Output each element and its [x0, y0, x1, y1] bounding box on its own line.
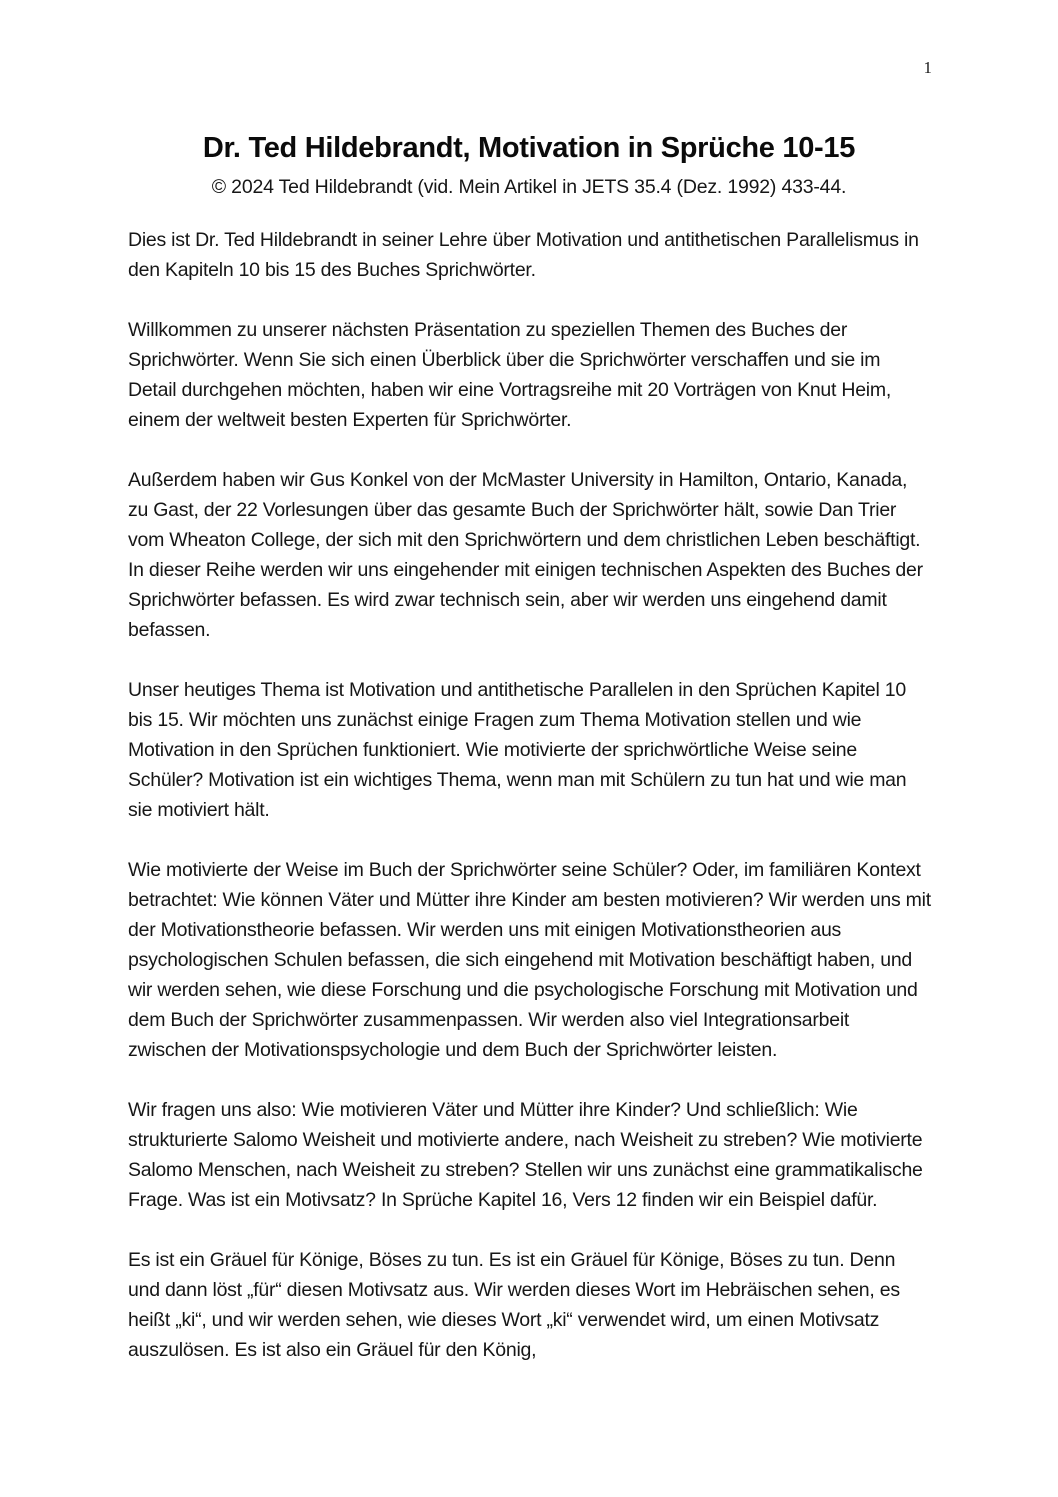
paragraph-1: Dies ist Dr. Ted Hildebrandt in seiner Lehre über Motivation und antithetischen Parallelismus in den Kapiteln 10 bis 15 des Buches Sprichwörter.	[128, 229, 919, 281]
document-copyright-line: © 2024 Ted Hildebrandt (vid. Mein Artikel in JETS 35.4 (Dez. 1992) 433-44.	[211, 176, 847, 198]
paragraph-6: Wir fragen uns also: Wie motivieren Väter und Mütter ihre Kinder? Und schließlich: Wie strukturierte Salomo Weisheit und motivierte andere, nach Weisheit zu streben? Wie motivierte Salomo Menschen, nach Weisheit zu streben? Stellen wir uns zunächst eine grammatikalische Frage. Was ist ein Motivsatz? In Sprüche Kapitel 16, Vers 12 finden wir ein Beispiel dafür.	[128, 1099, 923, 1211]
document-title: Dr. Ted Hildebrandt, Motivation in Sprüche 10-15	[202, 132, 856, 164]
paragraph-5: Wie motivierte der Weise im Buch der Sprichwörter seine Schüler? Oder, im familiären Kontext betrachtet: Wie können Väter und Mütter ihre Kinder am besten motivieren? Wir werden uns mit der Motivationstheorie befassen. Wir werden uns mit einigen Motivationstheorien aus psychologischen Schulen befassen, die sich eingehend mit Motivation beschäftigt haben, und wir werden sehen, wie diese Forschung und die psychologische Forschung mit Motivation und dem Buch der Sprichwörter zusammenpassen. Wir werden also viel Integrationsarbeit zwischen der Motivationspsychologie und dem Buch der Sprichwörter leisten.	[128, 859, 931, 1061]
document-body	[128, 225, 931, 1365]
page-number: 1	[923, 58, 932, 77]
paragraph-3: Außerdem haben wir Gus Konkel von der McMaster University in Hamilton, Ontario, Kanada, zu Gast, der 22 Vorlesungen über das gesamte Buch der Sprichwörter hält, sowie Dan Trier vom Wheaton College, der sich mit den Sprichwörtern und dem christlichen Leben beschäftigt. In dieser Reihe werden wir uns eingehender mit einigen technischen Aspekten des Buches der Sprichwörter befassen. Es wird zwar technisch sein, aber wir werden uns eingehend damit befassen.	[128, 469, 923, 641]
paragraph-7: Es ist ein Gräuel für Könige, Böses zu tun. Es ist ein Gräuel für Könige, Böses zu tun. Denn und dann löst „für“ diesen Motivsatz aus. Wir werden dieses Wort im Hebräischen sehen, es heißt „ki“, und wir werden sehen, wie dieses Wort „ki“ verwendet wird, um einen Motivsatz auszulösen. Es ist also ein Gräuel für den König,	[128, 1249, 900, 1361]
paragraph-2: Willkommen zu unserer nächsten Präsentation zu speziellen Themen des Buches der Sprichwörter. Wenn Sie sich einen Überblick über die Sprichwörter verschaffen und sie im Detail durchgehen möchten, haben wir eine Vortragsreihe mit 20 Vorträgen von Knut Heim, einem der weltweit besten Experten für Sprichwörter.	[128, 319, 892, 431]
paragraph-4: Unser heutiges Thema ist Motivation und antithetische Parallelen in den Sprüchen Kapitel 10 bis 15. Wir möchten uns zunächst einige Fragen zum Thema Motivation stellen und wie Motivation in den Sprüchen funktioniert. Wie motivierte der sprichwörtliche Weise seine Schüler? Motivation ist ein wichtiges Thema, wenn man mit Schülern zu tun hat und wie man sie motiviert hält.	[128, 679, 907, 821]
